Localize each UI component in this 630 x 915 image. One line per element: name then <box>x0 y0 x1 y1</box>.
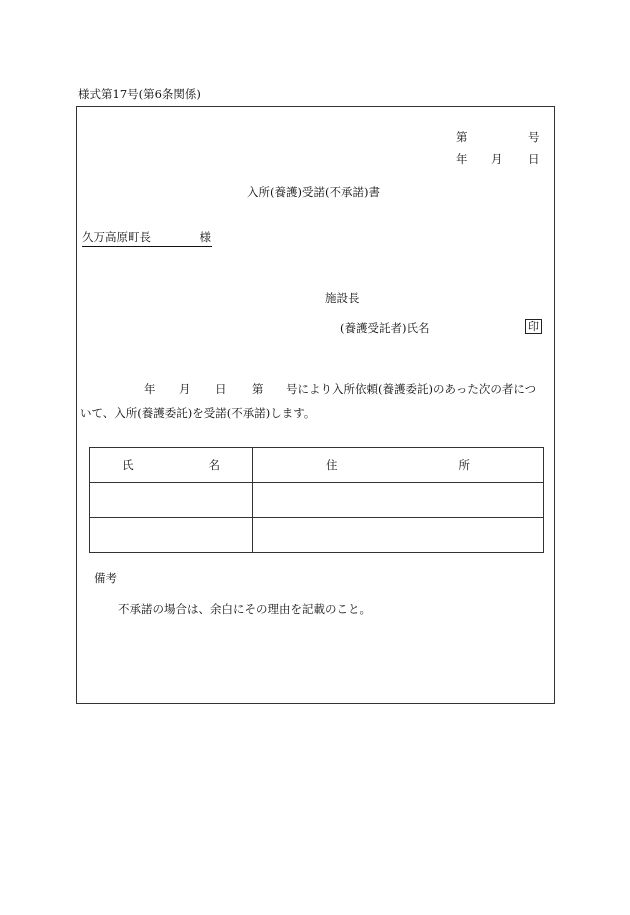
body-line1-text: 号により入所依頼(養護委託)のあった次の者につ <box>286 382 537 396</box>
header-address: 住 所 <box>253 448 544 483</box>
addressee-honorific: 様 <box>199 230 211 244</box>
body-year: 年 <box>144 382 156 396</box>
body-line2: いて、入所(養護委託)を受諾(不承諾)します。 <box>80 406 316 420</box>
table-row <box>90 483 544 518</box>
date-year: 年 <box>456 152 468 166</box>
table-cell-address[interactable] <box>253 483 544 518</box>
table-header-row <box>90 448 544 483</box>
person-table <box>89 447 544 553</box>
sender-name-label: (養護受託者)氏名 <box>340 321 430 335</box>
addressee <box>82 229 212 247</box>
form-label: 様式第17号(第6条関係) <box>78 87 201 101</box>
body-day: 日 <box>215 382 227 396</box>
addressee-name: 久万高原町長 <box>82 230 151 244</box>
date-month: 月 <box>491 152 503 166</box>
body-month: 月 <box>179 382 191 396</box>
table-cell-name[interactable] <box>90 518 253 553</box>
seal-mark: 印 <box>525 319 542 334</box>
sender-role: 施設長 <box>325 291 360 305</box>
table-cell-name[interactable] <box>90 483 253 518</box>
date-day: 日 <box>528 152 540 166</box>
body-dai: 第 <box>252 382 264 396</box>
table-cell-address[interactable] <box>253 518 544 553</box>
remarks-text: 不承諾の場合は、余白にその理由を記載のこと。 <box>118 602 371 616</box>
table-row <box>90 518 544 553</box>
number-go: 号 <box>528 130 540 144</box>
remarks-label: 備考 <box>94 571 117 585</box>
header-name: 氏 名 <box>90 448 253 483</box>
number-dai: 第 <box>456 130 468 144</box>
document-title: 入所(養護)受諾(不承諾)書 <box>247 185 380 199</box>
